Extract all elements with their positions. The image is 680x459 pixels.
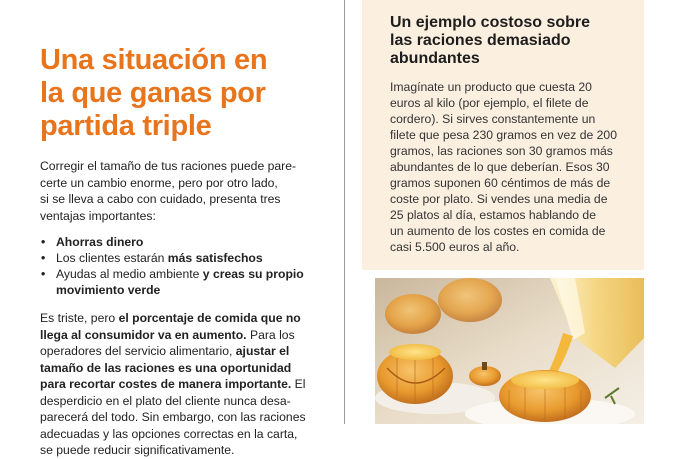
- list-item: • Los clientes estarán más satisfechos: [40, 250, 330, 266]
- box-text: [390, 79, 630, 255]
- intro-line: Corregir el tamaño de tus raciones puede pare-: [40, 159, 297, 173]
- body-line: adecuadas y las opciones correctas en la carta,: [40, 426, 298, 441]
- body-line: para recortar costes de manera importante. El: [40, 377, 306, 391]
- body-line: parecerá del todo. Sin embargo, con las raciones: [40, 410, 306, 424]
- section-heading: [40, 44, 330, 143]
- intro-line: si se lleva a cabo con cuidado, presenta tres: [40, 192, 281, 206]
- box-title: Un ejemplo costoso sobre las raciones demasiado abundantes: [390, 14, 591, 67]
- list-item: • Ahorras dinero: [40, 234, 330, 250]
- box-line: gramos suponen 60 céntimos de más de: [390, 176, 611, 190]
- advantages-list: [40, 234, 330, 298]
- food-photo: [375, 278, 644, 424]
- box-line: 25 platos al día, estamos hablando de: [390, 208, 596, 222]
- body-line: llega al consumidor va en aumento. Para los: [40, 327, 295, 342]
- box-line: gramos, las raciones son 30 gramos más: [390, 144, 613, 158]
- column-divider: [344, 0, 345, 424]
- left-column: [40, 44, 330, 459]
- box-line: euros al kilo (por ejemplo, el filete de: [390, 96, 589, 110]
- heading-line: Una situación en: [40, 44, 268, 76]
- body-line: desperdicio en el plato del cliente nunca desa-: [40, 393, 291, 408]
- body-line: se puede reducir significativamente.: [40, 443, 235, 457]
- example-box: [362, 0, 644, 270]
- body-paragraph: [40, 310, 330, 459]
- body-line: tamaño de las raciones es una oportunidad: [40, 360, 292, 375]
- intro-paragraph: [40, 158, 330, 224]
- body-line: Es triste, pero el porcentaje de comida que no: [40, 311, 301, 325]
- box-line: coste por plato. Si vendes una media de: [390, 192, 608, 206]
- box-line: Imagínate un producto que cuesta 20: [390, 80, 592, 94]
- heading-line: la que ganas por: [40, 77, 266, 109]
- intro-line: ventajas importantes:: [40, 208, 156, 223]
- box-line: casi 5.500 euros al año.: [390, 240, 520, 254]
- box-line: filete que pesa 230 gramos en vez de 200: [390, 128, 617, 142]
- heading-line: partida triple: [40, 110, 212, 142]
- list-item: • Ayudas al medio ambiente y creas su propio movimiento verde: [40, 266, 330, 298]
- box-line: abundantes de lo que deberían. Esos 30: [390, 160, 610, 174]
- body-line: operadores del servicio alimentario, ajustar el: [40, 344, 290, 358]
- box-line: un aumento de los costes en comida de: [390, 224, 606, 238]
- intro-line: certe un cambio enorme, pero por otro lado,: [40, 175, 278, 190]
- box-line: cordero). Si sirves constantemente un: [390, 112, 596, 126]
